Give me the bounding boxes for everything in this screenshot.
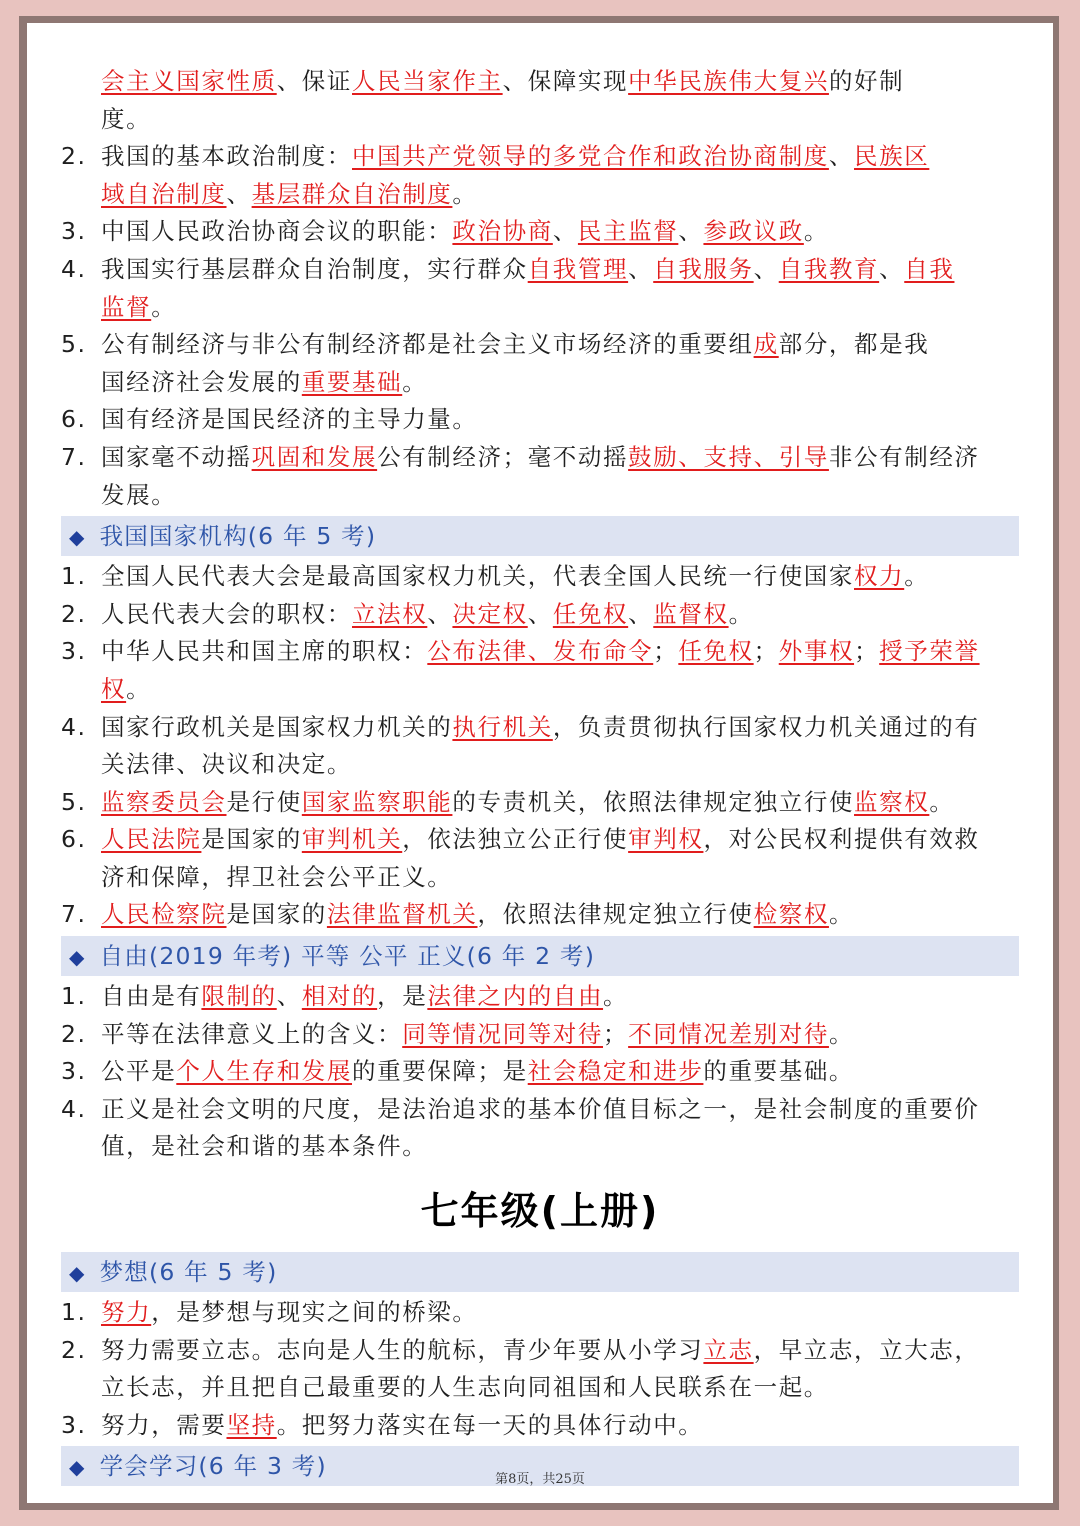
text-segment: 。把努力落实在每一天的具体行动中。: [276, 1410, 704, 1439]
key-term: 民族区: [854, 142, 930, 171]
text-line: [61, 1016, 1019, 1054]
line-text: [101, 558, 929, 596]
key-term: 重要基础: [301, 367, 403, 396]
key-term: 外事权: [778, 637, 855, 666]
text-segment: ，依法独立公正行使: [402, 825, 629, 854]
text-line: [61, 1332, 1019, 1370]
key-term: 执行机关: [452, 712, 553, 741]
line-text: [101, 364, 427, 402]
key-term: 人民法院: [101, 825, 202, 854]
list-number: 7.: [61, 442, 87, 471]
text-segment: 努力，需要: [101, 1410, 227, 1439]
text-segment: 我国的基本政治制度：: [101, 142, 352, 171]
text-line: [61, 138, 1019, 176]
text-segment: 、保证: [276, 67, 353, 95]
list-number: 4.: [61, 1094, 87, 1123]
key-term: 监督: [101, 292, 152, 321]
page-content: [61, 63, 1019, 1488]
key-term: 法律之内的自由: [427, 982, 604, 1011]
text-segment: 的专责机关，依照法律规定独立行使: [452, 787, 855, 816]
text-segment: 自由是有: [101, 982, 202, 1011]
document-page: [27, 23, 1053, 1503]
line-text: [101, 671, 151, 709]
text-segment: 我国实行基层群众自治制度，实行群众: [101, 254, 528, 283]
text-segment: 国家毫不动摇: [101, 442, 252, 471]
text-line: [61, 784, 1019, 822]
key-term: 权: [101, 674, 127, 703]
key-term: 努力: [101, 1298, 152, 1327]
key-term: 立志: [703, 1335, 754, 1364]
chapter-title: 七年级(上册): [420, 1189, 660, 1234]
section-header: [61, 1252, 1019, 1292]
key-term: 审判权: [628, 825, 704, 854]
line-text: [101, 1053, 854, 1091]
text-segment: 正义是社会文明的尺度，是法治追求的基本价值目标之一，是社会制度的重要价: [101, 1094, 980, 1123]
text-segment: 公有制经济与非公有制经济都是社会主义市场经济的重要组: [101, 330, 754, 359]
text-segment: ，早立志，立大志，: [753, 1335, 980, 1364]
line-text: [101, 289, 176, 327]
text-segment: ，负责贯彻执行国家权力机关通过的有: [552, 712, 980, 741]
line-text: [101, 821, 980, 859]
text-segment: 是国家的: [226, 900, 327, 929]
list-number: 4.: [61, 254, 87, 283]
key-term: 不同情况差别对待: [628, 1019, 829, 1048]
list-number: 1.: [61, 982, 87, 1011]
key-term: 鼓励、支持、引导: [628, 442, 829, 471]
text-segment: 部分，都是我: [778, 330, 930, 359]
key-term: 国家监察职能: [301, 787, 453, 816]
section-title: 自由(2019 年考) 平等 公平 正义(6 年 2 考): [99, 942, 596, 971]
text-segment: 。: [803, 217, 829, 246]
text-segment: 的重要基础。: [703, 1057, 855, 1086]
text-segment: ，对公民权利提供有效救: [703, 825, 980, 854]
text-line: [61, 978, 1019, 1016]
text-segment: 济和保障，捍卫社会公平正义。: [101, 862, 453, 891]
text-segment: 、: [628, 254, 654, 283]
line-text: [101, 401, 478, 439]
text-line: [61, 213, 1019, 251]
list-number: 7.: [61, 900, 87, 929]
list-number: 3.: [61, 217, 87, 246]
text-segment: 。: [603, 982, 629, 1011]
text-line: [61, 1407, 1019, 1445]
text-line: [61, 671, 1019, 709]
text-line: [61, 477, 1019, 515]
text-segment: ；: [854, 637, 880, 666]
text-segment: 全国人民代表大会是最高国家权力机关，代表全国人民统一行使国家: [101, 562, 854, 591]
line-text: [101, 746, 352, 784]
text-segment: 中国人民政治协商会议的职能：: [101, 217, 453, 246]
text-line: [61, 859, 1019, 897]
text-line: [61, 633, 1019, 671]
list-number: 5.: [61, 787, 87, 816]
text-segment: 、: [427, 599, 453, 628]
list-number: 6.: [61, 405, 87, 434]
key-term: 授予荣誉: [879, 637, 980, 666]
key-term: 任免权: [678, 637, 754, 666]
key-term: 决定权: [452, 599, 528, 628]
key-term: 限制的: [201, 982, 277, 1011]
key-term: 自我: [904, 254, 955, 283]
list-number: 2.: [61, 142, 87, 171]
text-line: [61, 1294, 1019, 1332]
line-text: [101, 439, 980, 477]
key-term: 自我管理: [527, 254, 629, 283]
text-line: [61, 401, 1019, 439]
text-segment: 发展。: [101, 480, 177, 509]
line-text: [101, 978, 628, 1016]
text-segment: 、: [753, 254, 779, 283]
list-number: 3.: [61, 1057, 87, 1086]
text-segment: 。: [452, 179, 478, 208]
diamond-icon: ◆: [69, 525, 86, 550]
key-term: 同等情况同等对待: [402, 1019, 604, 1048]
key-term: 会主义国家性质: [101, 67, 277, 95]
text-segment: 立长志，并且把自己最重要的人生志向同祖国和人民联系在一起。: [101, 1373, 829, 1402]
text-line: [61, 596, 1019, 634]
key-term: 中国共产党领导的多党合作和政治协商制度: [352, 142, 829, 171]
text-segment: 、: [276, 982, 302, 1011]
text-line: [61, 364, 1019, 402]
text-segment: 中华人民共和国主席的职权：: [101, 637, 428, 666]
line-text: [101, 63, 904, 101]
line-text: [101, 709, 980, 747]
text-segment: 的重要保障；是: [352, 1057, 528, 1086]
line-text: [101, 1294, 478, 1332]
key-term: 监察委员会: [101, 787, 227, 816]
key-term: 政治协商: [452, 217, 553, 246]
text-segment: ，是: [377, 982, 428, 1011]
text-segment: 、: [628, 599, 654, 628]
key-term: 审判机关: [301, 825, 403, 854]
line-text: [101, 859, 452, 897]
key-term: 相对的: [301, 982, 378, 1011]
key-term: 成: [753, 330, 779, 359]
text-line: [61, 326, 1019, 364]
key-term: 法律监督机关: [326, 900, 478, 929]
section-title: 梦想(6 年 5 考): [99, 1258, 278, 1287]
text-line: [61, 821, 1019, 859]
text-line: [61, 176, 1019, 214]
section-title: 学会学习(6 年 3 考): [99, 1452, 327, 1481]
line-text: [101, 1016, 854, 1054]
key-term: 域自治制度: [101, 179, 227, 208]
key-term: 坚持: [226, 1410, 277, 1439]
text-segment: 。: [904, 562, 930, 591]
text-line: [61, 439, 1019, 477]
key-term: 公布法律、发布命令: [427, 637, 654, 666]
line-text: [101, 1128, 427, 1166]
key-term: 任免权: [552, 599, 629, 628]
list-number: 6.: [61, 825, 87, 854]
text-segment: 关法律、决议和决定。: [101, 750, 352, 779]
text-segment: 、: [879, 254, 905, 283]
text-line: [61, 1091, 1019, 1129]
text-line: [61, 63, 1019, 101]
text-segment: 国有经济是国民经济的主导力量。: [101, 405, 478, 434]
text-line: [61, 251, 1019, 289]
text-segment: 度。: [101, 104, 152, 133]
diamond-icon: ◆: [69, 1261, 86, 1286]
text-line: [61, 896, 1019, 934]
line-text: [101, 596, 754, 634]
text-segment: ；: [653, 637, 679, 666]
line-text: [101, 1407, 703, 1445]
text-segment: 非公有制经济: [828, 442, 980, 471]
text-segment: 。: [402, 367, 428, 396]
text-line: [61, 558, 1019, 596]
text-segment: 值，是社会和谐的基本条件。: [101, 1132, 428, 1161]
key-term: 权力: [854, 562, 905, 591]
text-segment: 公有制经济；毫不动摇: [377, 442, 629, 471]
list-number: 2.: [61, 1019, 87, 1048]
text-segment: ；: [753, 637, 779, 666]
key-term: 监察权: [854, 787, 930, 816]
line-text: [101, 101, 151, 139]
key-term: 监督权: [653, 599, 729, 628]
line-text: [101, 477, 176, 515]
text-segment: 人民代表大会的职权：: [101, 599, 352, 628]
text-line: [61, 709, 1019, 747]
text-segment: 的好制: [828, 67, 905, 95]
text-segment: 国经济社会发展的: [101, 367, 302, 396]
line-text: [101, 896, 854, 934]
text-segment: 。: [728, 599, 754, 628]
text-segment: 是国家的: [201, 825, 302, 854]
key-term: 自我教育: [778, 254, 880, 283]
text-segment: 、: [527, 599, 553, 628]
line-text: [101, 1332, 980, 1370]
text-segment: 、: [226, 179, 252, 208]
text-line: [61, 101, 1019, 139]
page-footer: 第8页，共25页: [495, 1472, 585, 1487]
line-text: [101, 633, 980, 671]
line-text: [101, 326, 929, 364]
key-term: 人民当家作主: [352, 67, 503, 95]
line-text: [101, 138, 929, 176]
list-number: 5.: [61, 330, 87, 359]
section-header: [61, 936, 1019, 976]
text-line: [61, 746, 1019, 784]
key-term: 巩固和发展: [251, 442, 378, 471]
text-segment: ，依照法律规定独立行使: [477, 900, 754, 929]
text-segment: 、: [552, 217, 578, 246]
text-segment: 。: [828, 900, 855, 929]
list-number: 1.: [61, 562, 87, 591]
text-segment: 努力需要立志。志向是人生的航标，青少年要从小学习: [101, 1335, 704, 1364]
line-text: [101, 213, 829, 251]
line-text: [101, 1369, 829, 1407]
key-term: 基层群众自治制度: [251, 179, 453, 208]
text-segment: 是行使: [226, 787, 302, 816]
key-term: 个人生存和发展: [176, 1057, 353, 1086]
key-term: 民主监督: [577, 217, 679, 246]
line-text: [101, 1091, 980, 1129]
text-segment: 、保障实现: [502, 67, 629, 95]
key-term: 人民检察院: [101, 900, 227, 929]
text-segment: 公平是: [101, 1057, 177, 1086]
diamond-icon: ◆: [69, 945, 86, 970]
text-segment: ；: [603, 1019, 629, 1048]
key-term: 自我服务: [653, 254, 754, 283]
key-term: 检察权: [753, 900, 829, 929]
text-segment: ，是梦想与现实之间的桥梁。: [151, 1298, 478, 1327]
text-segment: 国家行政机关是国家权力机关的: [101, 712, 453, 741]
list-number: 3.: [61, 637, 87, 666]
list-number: 2.: [61, 1335, 87, 1364]
text-segment: 、: [828, 142, 855, 171]
key-term: 社会稳定和进步: [527, 1057, 704, 1086]
line-text: [101, 176, 478, 214]
key-term: 立法权: [352, 599, 428, 628]
text-line: [61, 1053, 1019, 1091]
list-number: 2.: [61, 599, 87, 628]
list-number: 1.: [61, 1298, 87, 1327]
line-text: [101, 784, 954, 822]
key-term: 参政议政: [703, 217, 804, 246]
text-segment: 、: [678, 217, 704, 246]
section-header: [61, 516, 1019, 556]
text-segment: 。: [151, 292, 177, 321]
key-term: 中华民族伟大复兴: [628, 67, 829, 95]
text-segment: 。: [828, 1019, 855, 1048]
list-number: 3.: [61, 1410, 87, 1439]
text-line: [61, 289, 1019, 327]
text-line: [61, 1369, 1019, 1407]
diamond-icon: ◆: [69, 1455, 86, 1480]
text-line: [61, 1128, 1019, 1166]
text-segment: 平等在法律意义上的含义：: [101, 1019, 403, 1048]
text-segment: 。: [126, 674, 152, 703]
line-text: [101, 251, 954, 289]
section-title: 我国国家机构(6 年 5 考): [99, 522, 377, 551]
text-segment: 。: [929, 787, 955, 816]
list-number: 4.: [61, 712, 87, 741]
